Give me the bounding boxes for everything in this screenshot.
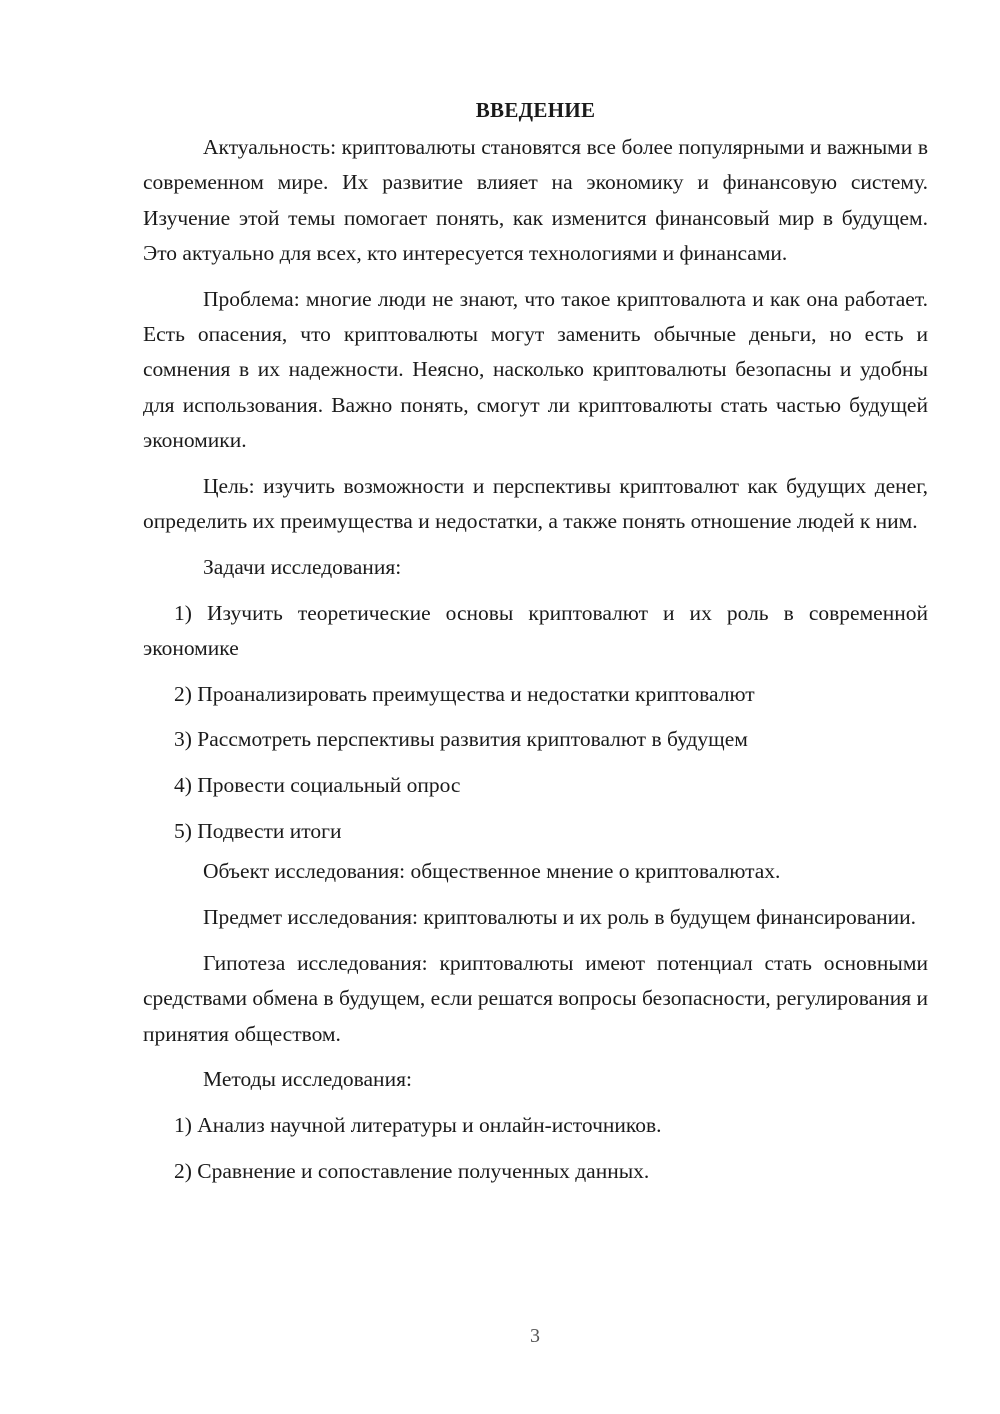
problem-paragraph: Проблема: многие люди не знают, что такое криптовалюта и как она работает. Есть опасения, что криптовалюты могут заменить обычные деньги, но есть и сомнения в их надежности. Неясно, насколько криптовалюты безопасны и удобны для использования. Важно понять, смогут ли криптовалюты стать частью будущей экономики. [143,286,928,452]
goal-paragraph: Цель: изучить возможности и перспективы криптовалют как будущих денег, определить их преимущества и недостатки, а также понять отношение людей к ним. [143,473,928,533]
method-item: 1) Анализ научной литературы и онлайн-источников. [174,1113,662,1138]
task-item: 4) Провести социальный опрос [174,773,461,798]
task-item: 3) Рассмотреть перспективы развития криптовалют в будущем [174,727,748,752]
page-number: 3 [530,1325,540,1347]
task-item: 5) Подвести итоги [174,819,342,844]
section-heading: ВВЕДЕНИЕ [475,98,596,122]
tasks-title: Задачи исследования: [203,554,402,579]
methods-title: Методы исследования: [203,1067,412,1092]
document-page [143,92,928,1200]
subject-paragraph: Предмет исследования: криптовалюты и их роль в будущем финансировании. [203,905,917,930]
task-item: 2) Проанализировать преимущества и недостатки криптовалют [174,681,755,706]
hypothesis-paragraph: Гипотеза исследования: криптовалюты имеют потенциал стать основными средствами обмена в будущем, если решатся вопросы безопасности, регулирования и принятия обществом. [143,950,928,1046]
method-item: 2) Сравнение и сопоставление полученных данных. [174,1158,650,1183]
relevance-paragraph: Актуальность: криптовалюты становятся все более популярными и важными в современном мире. Их развитие влияет на экономику и финансовую систему. Изучение этой темы помогает понять, как изменится финансовый мир в будущем. Это актуально для всех, кто интересуется технологиями и финансами. [143,135,928,265]
task-item: 1) Изучить теоретические основы криптовалют и их роль в современной экономике [143,600,928,660]
object-paragraph: Объект исследования: общественное мнение о криптовалютах. [203,859,781,884]
